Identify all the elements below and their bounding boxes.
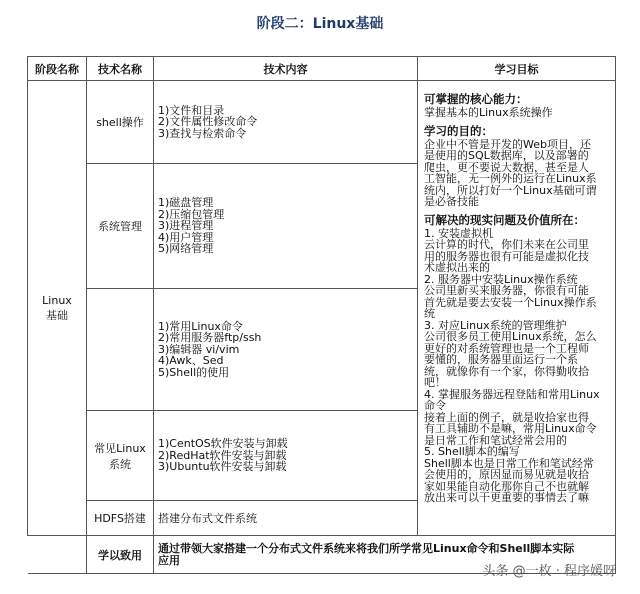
tech-name: 系统管理	[87, 164, 154, 289]
goal-line: 有工具辅助不是嘛，常用Linux命令	[424, 422, 597, 435]
tech-name: shell操作	[87, 81, 154, 164]
tech-content: 1)文件和目录 2)文件属性修改命令 3)查找与检索命令	[154, 81, 418, 164]
goal-line: 是日常工作和笔试经常会用的	[424, 433, 567, 447]
goal-line: 术虚拟出来的	[424, 261, 490, 274]
goal-line: 用的服务器也很有可能是虚拟化技	[424, 249, 589, 263]
goal-line: 统	[424, 307, 435, 320]
header-goal: 学习目标	[418, 57, 616, 81]
goal-line: 统，就像你有一个家，你得勤收拾	[424, 364, 589, 378]
goal-line: 4. 掌握服务器远程登陆和常用Linux	[424, 387, 600, 401]
goal-line: 统内，所以打好一个Linux基础可谓	[424, 183, 597, 197]
goal-heading: 学习的目的：	[424, 123, 493, 138]
tech-content: 1)CentOS软件安装与卸载 2)RedHat软件安装与卸载 3)Ubuntu软件安装与卸载	[154, 411, 418, 501]
goal-line: 更好的对系统管理也是一个工程师	[424, 341, 589, 355]
goal-line: 要懂的，服务器里面运行一个系	[424, 353, 578, 366]
goal-line: 公司里新买来服务器，你很有可能	[424, 284, 589, 297]
watermark: 头条 @一枚 · 程序媛呀	[482, 564, 616, 579]
tech-name: HDFS搭建	[87, 501, 154, 536]
header-content: 技术内容	[154, 57, 418, 81]
learning-goals: 可掌握的核心能力： 掌握基本的Linux系统操作 学习的目的： 企业中不管是开发的Web项目，还 是使用的SQL数据库，以及部署的 爬虫，更不要说大数据，甚至是人 工智能，无一例外的运行在Linux系 统内，所以打好一个Linux基础可谓 是必备技能 可解决的现实问题及价值所在： 1. 安装虚拟机 云计算的时代，你们未来在公司里 用的服务器也很有可能是虚拟化技 术虚拟出来的 2. 服务器中安装Linux操作系统 公司里新买来服务器，你很有可能 首先就是要去安装一个Linux操作系 统 3. 对应Linux系统的管理维护 公司很多员工使用Linux系统，怎么 更好的对系统管理也是一个工程师 要懂的，服务器里面运行一个系 统，就像你有一个家，你得勤收拾 吧！ 4. 掌握服务器远程登陆和常用Linux 命令 接着上面的例子，就是收拾家也得 有工具辅助不是嘛，常用Linux命令 是日常工作和笔试经常会用的 5. Shell脚本的编写 Shell脚本也是日常工作和笔试经常 会使用的，原因显而易见就是收拾 家如果能自动化那你自己不也就解 放出来可以干更重要的事情去了嘛	[418, 81, 616, 536]
goal-line: 2. 服务器中安装Linux操作系统	[424, 272, 578, 286]
goal-line: 命令	[424, 399, 446, 412]
goal-line: 家如果能自动化那你自己不也就解	[424, 479, 589, 493]
tech-name	[87, 289, 154, 411]
goal-line: 工智能，无一例外的运行在Linux系	[424, 172, 597, 185]
table-header-row	[28, 57, 616, 81]
table-row	[28, 81, 616, 164]
goal-line: 爬虫，更不要说大数据，甚至是人	[424, 160, 589, 174]
goal-line: 公司很多员工使用Linux系统，怎么	[424, 330, 597, 343]
tech-content: 1)常用Linux命令 2)常用服务器ftp/ssh 3)编辑器 vi/vim 4)Awk、Sed 5)Shell的使用	[154, 289, 418, 411]
tech-content: 搭建分布式文件系统	[154, 501, 418, 536]
curriculum-table	[27, 56, 616, 574]
goal-line: 是必备技能	[424, 195, 479, 208]
goal-line: 放出来可以干更重要的事情去了嘛	[424, 491, 589, 504]
goal-line: 企业中不管是开发的Web项目，还	[424, 137, 591, 151]
header-stage: 阶段名称	[28, 57, 87, 81]
goal-line: 5. Shell脚本的编写	[424, 445, 520, 458]
header-tech: 技术名称	[87, 57, 154, 81]
goal-line: 是使用的SQL数据库，以及部署的	[424, 149, 589, 162]
page-title: 阶段二：Linux基础	[256, 16, 384, 32]
goal-line: 首先就是要去安装一个Linux操作系	[424, 295, 597, 309]
tech-name: 常见Linux 系统	[87, 411, 154, 501]
goal-heading: 可掌握的核心能力：	[424, 92, 528, 106]
goal-heading: 可解决的现实问题及价值所在：	[424, 212, 585, 227]
goal-line: Shell脚本也是日常工作和笔试经常	[424, 456, 594, 470]
goal-line: 会使用的，原因显而易见就是收拾	[424, 468, 589, 481]
goal-line: 接着上面的例子，就是收拾家也得	[424, 410, 589, 424]
goal-line: 吧！	[424, 376, 446, 389]
apply-content: 通过带领大家搭建一个分布式文件系统来将我们所学常见Linux命令和Shell脚本实际 应用	[154, 536, 616, 574]
goal-line: 1. 安装虚拟机	[424, 226, 493, 240]
goal-line: 3. 对应Linux系统的管理维护	[424, 318, 567, 332]
stage-name: Linux 基础	[28, 81, 87, 536]
goal-line: 云计算的时代，你们未来在公司里	[424, 238, 589, 251]
apply-name: 学以致用	[87, 536, 154, 574]
tech-content: 1)磁盘管理 2)压缩包管理 3)进程管理 4)用户管理 5)网络管理	[154, 164, 418, 289]
